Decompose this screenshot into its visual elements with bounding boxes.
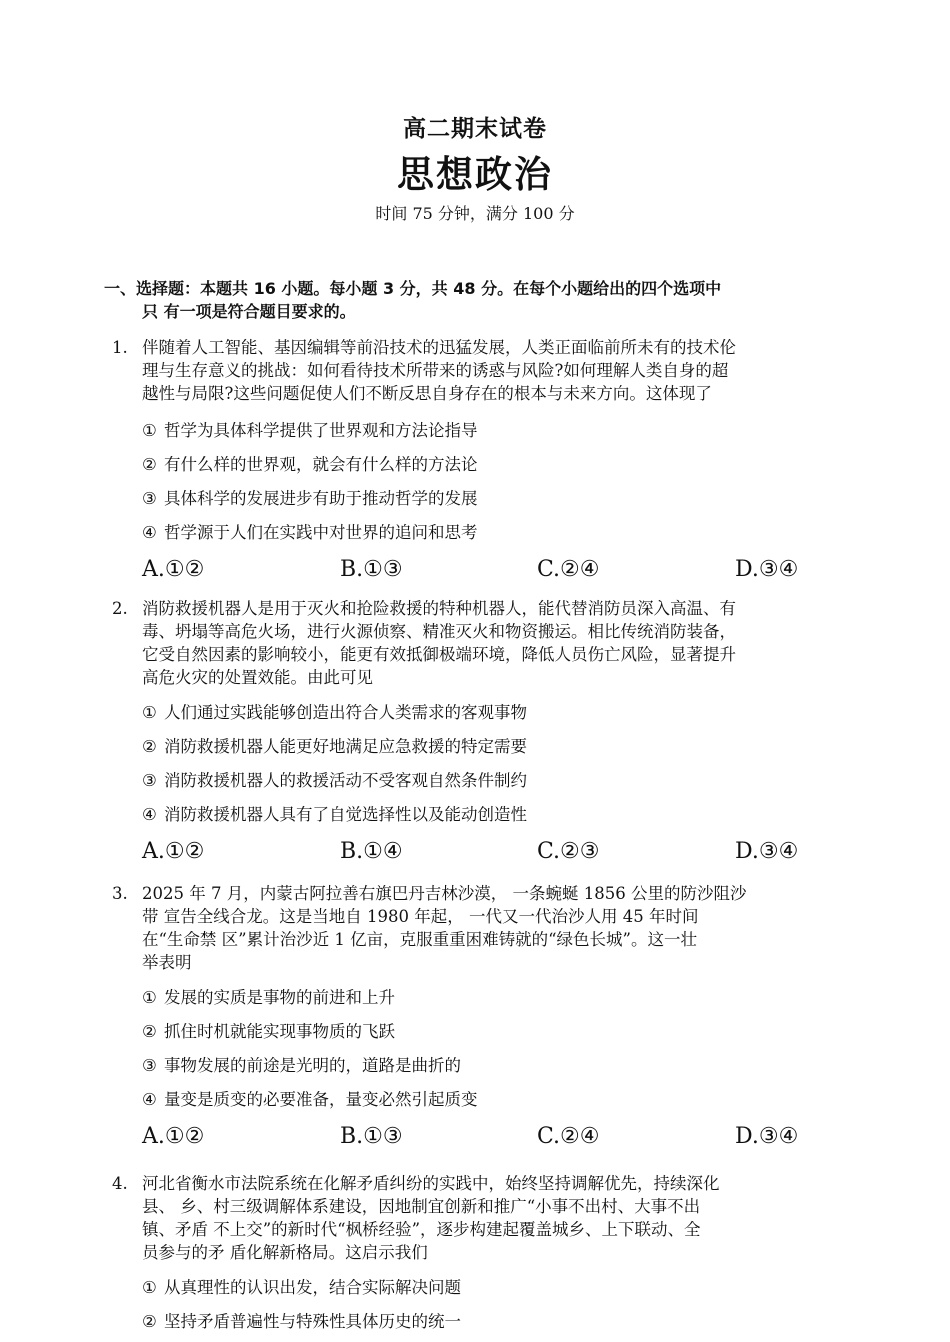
stem-line: 越性与局限?这些问题促使人们不断反思自身存在的根本与未来方向。这体现了 <box>142 384 712 403</box>
question-3 <box>112 882 847 1153</box>
exam-title: 高二期末试卷 <box>403 116 547 142</box>
statement-option-3: ③ 具体科学的发展进步有助于推动哲学的发展 <box>142 489 478 508</box>
section-heading <box>104 277 854 323</box>
answer-choices <box>142 554 847 586</box>
statement-option-3: ③ 消防救援机器人的救援活动不受客观自然条件制约 <box>142 771 527 790</box>
statement-option-1: ① 发展的实质是事物的前进和上升 <box>142 988 395 1007</box>
stem-line: 2025 年 7 月，内蒙古阿拉善右旗巴丹吉林沙漠， 一条蜿蜒 1856 公里的防沙阻沙 <box>142 884 747 903</box>
answer-a: A.①② <box>142 839 205 864</box>
answer-a: A.①② <box>142 557 205 582</box>
stem-line: 在“生命禁 区”累计治沙近 1 亿亩，克服重重困难铸就的“绿色长城”。这一壮 <box>142 930 697 949</box>
section-heading-line-2: 只 有一项是符合题目要求的。 <box>142 302 356 321</box>
statement-option-4: ④ 消防救援机器人具有了自觉选择性以及能动创造性 <box>142 805 527 824</box>
question-number: 3. <box>112 884 128 903</box>
stem-line: 理与生存意义的挑战：如何看待技术所带来的诱惑与风险?如何理解人类自身的超 <box>142 361 729 380</box>
statement-option-1: ① 从真理性的认识出发，结合实际解决问题 <box>142 1278 461 1297</box>
answer-a: A.①② <box>142 1124 205 1149</box>
stem-line: 河北省衡水市法院系统在化解矛盾纠纷的实践中，始终坚持调解优先，持续深化 <box>142 1174 720 1193</box>
answer-b: B.①③ <box>340 1124 403 1149</box>
answer-c: C.②④ <box>537 1124 600 1149</box>
stem-line: 毒、坍塌等高危火场，进行火源侦察、精准灭火和物资搬运。相比传统消防装备， <box>142 622 736 641</box>
stem-line: 它受自然因素的影响较小，能更有效抵御极端环境，降低人员伤亡风险，显著提升 <box>142 645 736 664</box>
statement-option-3: ③ 事物发展的前途是光明的，道路是曲折的 <box>142 1056 461 1075</box>
answer-d: D.③④ <box>735 1124 799 1149</box>
answer-c: C.②③ <box>537 839 600 864</box>
question-1 <box>112 336 847 586</box>
question-stem <box>112 336 847 405</box>
stem-line: 高危火灾的处置效能。由此可见 <box>142 668 373 687</box>
answer-b: B.①④ <box>340 839 403 864</box>
question-number: 1. <box>112 338 128 357</box>
question-number: 2. <box>112 599 128 618</box>
stem-line: 举表明 <box>142 953 192 972</box>
time-and-score: 时间 75 分钟，满分 100 分 <box>375 204 575 223</box>
statement-option-2: ② 消防救援机器人能更好地满足应急救援的特定需要 <box>142 737 527 756</box>
statement-option-4: ④ 量变是质变的必要准备，量变必然引起质变 <box>142 1090 478 1109</box>
question-4 <box>112 1172 847 1333</box>
question-stem <box>112 882 847 974</box>
question-stem <box>112 597 847 689</box>
statement-option-1: ① 哲学为具体科学提供了世界观和方法论指导 <box>142 421 478 440</box>
stem-line: 县、 乡、村三级调解体系建设，因地制宜创新和推广“小事不出村、大事不出 <box>142 1197 701 1216</box>
stem-line: 镇、矛盾 不上交”的新时代“枫桥经验”，逐步构建起覆盖城乡、上下联动、全 <box>142 1220 701 1239</box>
answer-d: D.③④ <box>735 839 799 864</box>
answer-d: D.③④ <box>735 557 799 582</box>
statement-option-4: ④ 哲学源于人们在实践中对世界的追问和思考 <box>142 523 478 542</box>
stem-line: 员参与的矛 盾化解新格局。这启示我们 <box>142 1243 428 1262</box>
statement-option-2: ② 坚持矛盾普遍性与特殊性具体历史的统一 <box>142 1312 461 1331</box>
stem-line: 伴随着人工智能、基因编辑等前沿技术的迅猛发展，人类正面临前所未有的技术伦 <box>142 338 736 357</box>
answer-b: B.①③ <box>340 557 403 582</box>
answer-c: C.②④ <box>537 557 600 582</box>
statement-option-1: ① 人们通过实践能够创造出符合人类需求的客观事物 <box>142 703 527 722</box>
section-heading-line-1: 一、选择题：本题共 16 小题。每小题 3 分，共 48 分。在每个小题给出的四个选项中 <box>104 279 722 298</box>
statement-option-2: ② 抓住时机就能实现事物质的飞跃 <box>142 1022 395 1041</box>
question-2 <box>112 597 847 868</box>
answer-choices <box>142 1121 847 1153</box>
subject-title: 思想政治 <box>397 153 553 196</box>
question-number: 4. <box>112 1174 128 1193</box>
stem-line: 带 宣告全线合龙。这是当地自 1980 年起， 一代又一代治沙人用 45 年时间 <box>142 907 699 926</box>
stem-line: 消防救援机器人是用于灭火和抢险救援的特种机器人，能代替消防员深入高温、有 <box>142 599 736 618</box>
statement-option-2: ② 有什么样的世界观，就会有什么样的方法论 <box>142 455 478 474</box>
answer-choices <box>142 836 847 868</box>
question-stem <box>112 1172 847 1264</box>
